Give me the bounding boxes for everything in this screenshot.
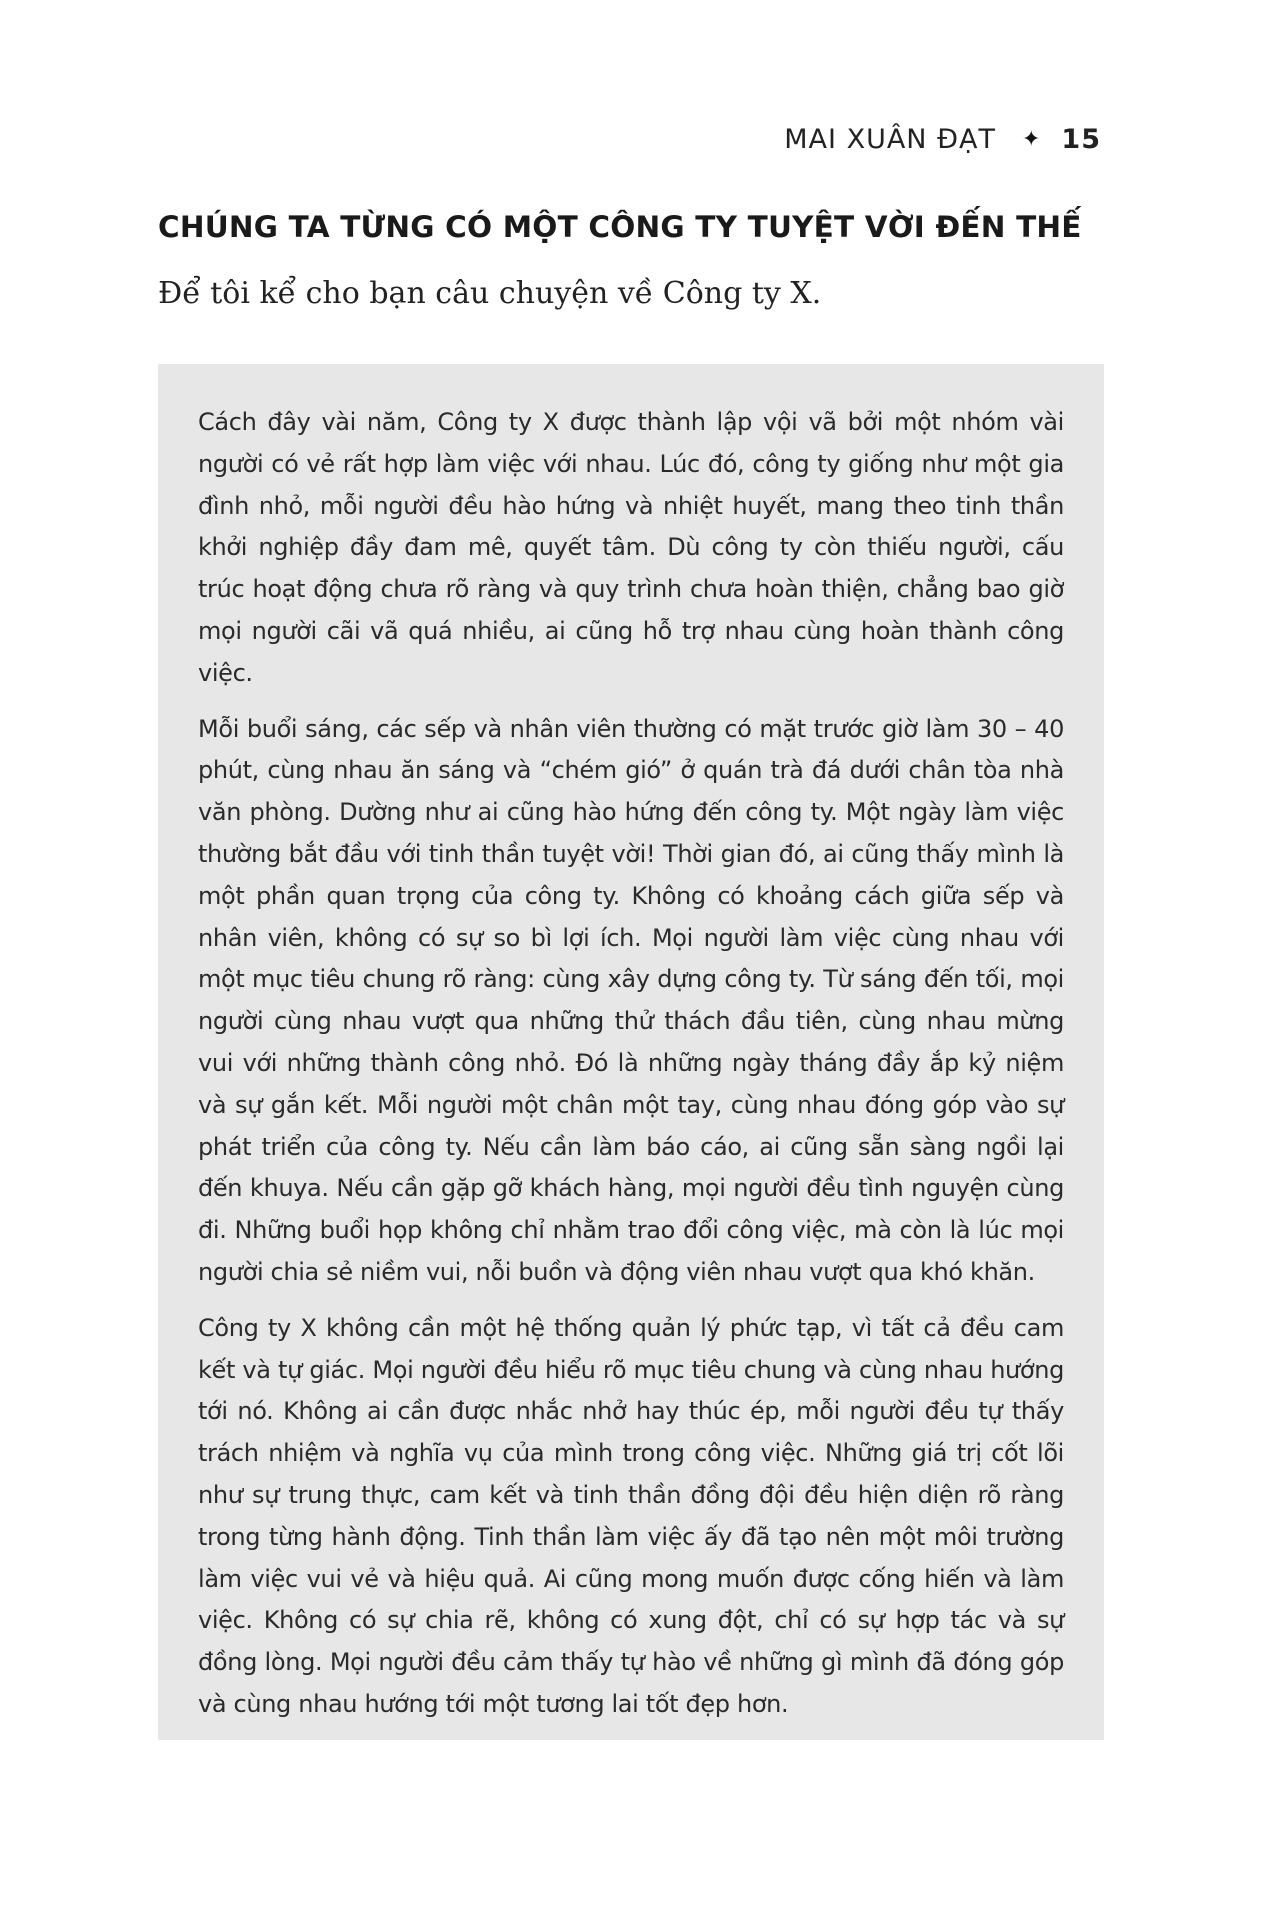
chapter-title: CHÚNG TA TỪNG CÓ MỘT CÔNG TY TUYỆT VỜI ĐẾN THẾ [158,210,1082,244]
story-paragraph-1: Cách đây vài năm, Công ty X được thành lập vội vã bởi một nhóm vài người có vẻ rất hợp làm việc với nhau. Lúc đó, công ty giống như một gia đình nhỏ, mỗi người đều hào hứng và nhiệt huyết, mang theo tinh thần khởi nghiệp đầy đam mê, quyết tâm. Dù công ty còn thiếu người, cấu trúc hoạt động chưa rõ ràng và quy trình chưa hoàn thiện, chẳng bao giờ mọi người cãi vã quá nhiều, ai cũng hỗ trợ nhau cùng hoàn thành công việc. [198,408,1064,687]
author-name: MAI XUÂN ĐẠT [784,124,996,155]
intro-line: Để tôi kể cho bạn câu chuyện về Công ty X. [158,276,822,311]
story-box [158,364,1104,1740]
story-paragraph-2: Mỗi buổi sáng, các sếp và nhân viên thường có mặt trước giờ làm 30 – 40 phút, cùng nhau ăn sáng và “chém gió” ở quán trà đá dưới chân tòa nhà văn phòng. Dường như ai cũng hào hứng đến công ty. Một ngày làm việc thường bắt đầu với tinh thần tuyệt vời! Thời gian đó, ai cũng thấy mình là một phần quan trọng của công ty. Không có khoảng cách giữa sếp và nhân viên, không có sự so bì lợi ích. Mọi người làm việc cùng nhau với một mục tiêu chung rõ ràng: cùng xây dựng công ty. Từ sáng đến tối, mọi người cùng nhau vượt qua những thử thách đầu tiên, cùng nhau mừng vui với những thành công nhỏ. Đó là những ngày tháng đầy ắp kỷ niệm và sự gắn kết. Mỗi người một chân một tay, cùng nhau đóng góp vào sự phát triển của công ty. Nếu cần làm báo cáo, ai cũng sẵn sàng ngồi lại đến khuya. Nếu cần gặp gỡ khách hàng, mọi người đều tình nguyện cùng đi. Những buổi họp không chỉ nhằm trao đổi công việc, mà còn là lúc mọi người chia sẻ niềm vui, nỗi buồn và động viên nhau vượt qua khó khăn. [198,714,1064,1286]
page-number: 15 [1061,124,1101,155]
story-paragraph-3: Công ty X không cần một hệ thống quản lý phức tạp, vì tất cả đều cam kết và tự giác. Mọi người đều hiểu rõ mục tiêu chung và cùng nhau hướng tới nó. Không ai cần được nhắc nhở hay thúc ép, mỗi người đều tự thấy trách nhiệm và nghĩa vụ của mình trong công việc. Những giá trị cốt lõi như sự trung thực, cam kết và tinh thần đồng đội đều hiện diện rõ ràng trong từng hành động. Tinh thần làm việc ấy đã tạo nên một môi trường làm việc vui vẻ và hiệu quả. Ai cũng mong muốn được cống hiến và làm việc. Không có sự chia rẽ, không có xung đột, chỉ có sự hợp tác và sự đồng lòng. Mọi người đều cảm thấy tự hào về những gì mình đã đóng góp và cùng nhau hướng tới một tương lai tốt đẹp hơn. [198,1313,1064,1718]
running-head [784,126,1101,153]
four-point-star-icon: ✦ [1021,126,1042,152]
